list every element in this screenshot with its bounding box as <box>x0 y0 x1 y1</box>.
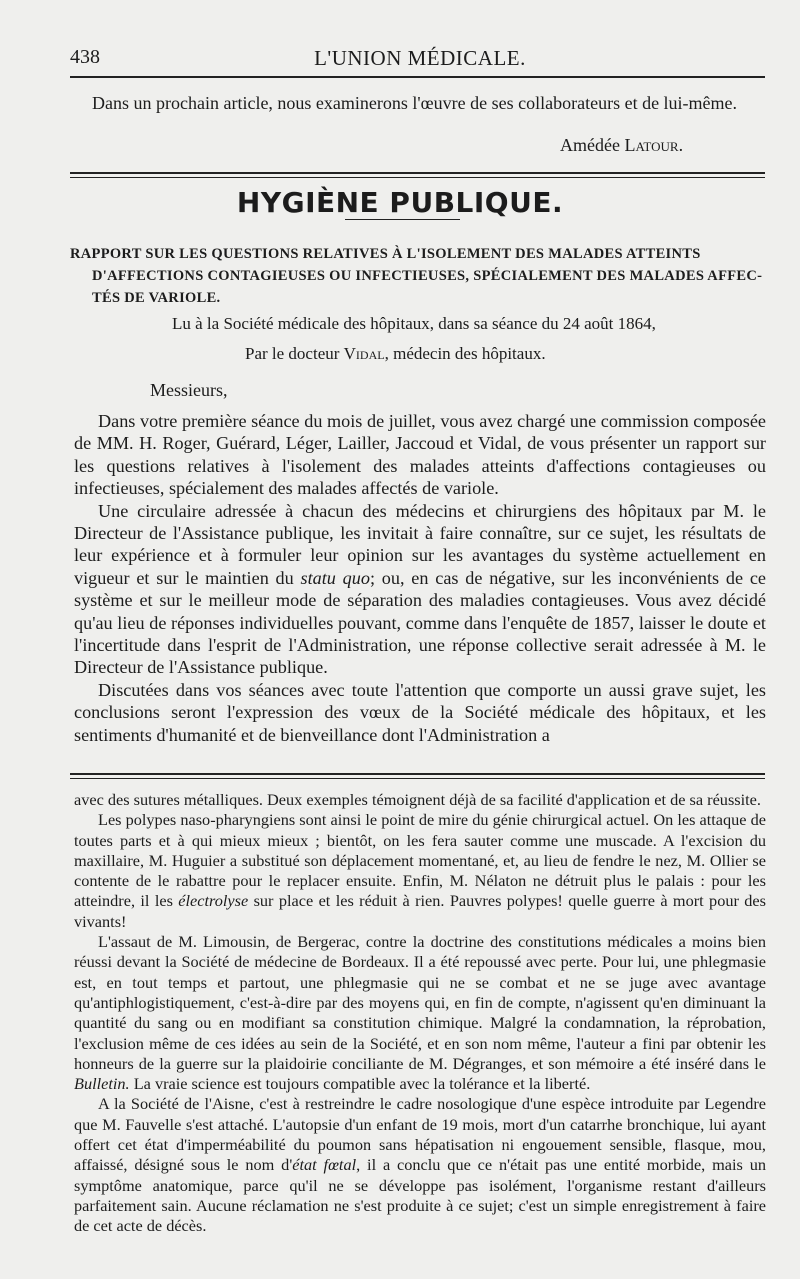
note-paragraph-4-text-a: A la Société de l'Aisne, c'est à restreindre le cadre nosologique d'une espèce introduite par Legendre que M. Fauvelle s'est attaché. L'autopsie d'un enfant de 19 mois, mort d'un catarrhe bronchique, lui ayant offert cet état d'imperméabilité du poumon sans hépatisation ni engouement sensible, flasque, mou, affaissé, désigné sous le nom d' <box>74 1094 766 1175</box>
reading-note: Lu à la Société médicale des hôpitaux, dans sa séance du 24 août 1864, <box>172 314 656 333</box>
section-title-underline <box>345 219 460 220</box>
author-line <box>245 344 546 364</box>
header-rule <box>70 76 765 78</box>
page-number: 438 <box>70 46 100 68</box>
body-paragraph-1: Dans votre première séance du mois de juillet, vous avez chargé une commission composée de MM. H. Roger, Guérard, Léger, Lailler, Jaccoud et Vidal, de vous présenter un rapport sur les questions relatives à l'isolement des malades atteints d'affections contagieuses ou infectieuses, spécialement des malades affectés de variole. <box>74 411 766 499</box>
section-rule-bottom <box>70 177 765 178</box>
body-paragraph-3: Discutées dans vos séances avec toute l'attention que comporte un aussi grave sujet, les conclusions seront l'expression des vœux de la Société médicale des hôpitaux, et les sentiments d'humanité et de bienveillance dont l'Administration a <box>74 679 766 745</box>
feuilleton-rule-top <box>70 773 765 775</box>
note-paragraph-3-text-b: La vraie science est toujours compatible avec la tolérance et la liberté. <box>133 1074 591 1094</box>
section-title: HYGIÈNE PUBLIQUE. <box>236 186 564 219</box>
note-paragraph-2-text-b: sur place et les réduit à rien. Pauvres polypes! quelle guerre à mort pour des vivants! <box>74 891 766 931</box>
body-paragraph-2-italic: statu quo <box>300 567 370 588</box>
note-paragraph-4 <box>74 1094 766 1236</box>
note-paragraph-4-text-b: , il a conclu que ce n'était pas une entité morbide, mais un symptôme anatomique, parce qu'il ne se développe pas isolément, l'organisme restant d'ailleurs parfaitement sain. Aucune réclamation ne s'est produite à ce sujet; c'est un simple enregistrement à faire de cet acte de décès. <box>74 1155 766 1236</box>
report-title-line-3: TÉS DE VARIOLE. <box>92 290 221 306</box>
body-paragraph-2 <box>74 500 766 679</box>
note-paragraph-1: avec des sutures métalliques. Deux exemples témoignent déjà de sa facilité d'application et de sa réussite. <box>74 790 761 809</box>
author-name: Vidal <box>343 344 385 363</box>
note-paragraph-3 <box>74 932 766 1094</box>
report-title-line-2: D'AFFECTIONS CONTAGIEUSES OU INFECTIEUSES, SPÉCIALEMENT DES MALADES AFFEC- <box>92 268 763 284</box>
journal-title: L'UNION MÉDICALE. <box>314 46 526 70</box>
note-paragraph-3-italic: Bulletin. <box>74 1074 130 1094</box>
note-paragraph-4-italic: état fœtal <box>292 1155 357 1175</box>
feuilleton-rule-bottom <box>70 778 765 779</box>
report-body <box>74 410 766 746</box>
note-paragraph-3-text-a: L'assaut de M. Limousin, de Bergerac, contre la doctrine des constitutions médicales a moins bien réussi devant la Société de médecine de Bordeaux. Il a été repoussé avec perte. Pour lui, une phlegmasie est, en tout temps et partout, une phlegmasie qui ne se combat et ne se juge avec avantage qu'antiphlogistiquement, c'est-à-dire par des moyens qui, en fin de compte, n'agissent qu'en diminuant la quantité du sang ou en modifiant sa constitution chimique. Malgré la condamnation, la réprobation, l'exclusion même de ces idées au sein de la Société, et en son nom même, l'auteur a fini par obtenir les honneurs de la guerre sur la plaidoirie conciliante de M. Dégranges, et son mémoire a été inséré dans le <box>74 932 766 1073</box>
signature <box>560 135 683 156</box>
signature-first-name: Amédée <box>560 135 620 155</box>
signature-last-name: Latour. <box>624 135 684 155</box>
body-paragraph-2-text-b: ; ou, en cas de négative, sur les inconvénients de ce système et sur le meilleur mode de séparation des maladies contagieuses. Vous avez décidé qu'au lieu de réponses individuelles pouvant, comme dans l'enquête de 1857, laisser le doute et l'incertitude dans l'esprit de l'Administration, une réponse collective serait adressée à M. le Directeur de l'Assistance publique. <box>74 567 766 678</box>
body-paragraph-2-text-a: Une circulaire adressée à chacun des médecins et chirurgiens des hôpitaux par M. le Directeur de l'Assistance publique, les invitait à faire connaître, sur ce sujet, les résultats de leur expérience et à formuler leur opinion sur les avantages du système actuellement en vigueur et sur le maintien du <box>74 500 766 588</box>
intro-paragraph: Dans un prochain article, nous examinerons l'œuvre de ses collaborateurs et de lui-même. <box>92 93 738 113</box>
note-paragraph-2-text-a: Les polypes naso-pharyngiens sont ainsi le point de mire du génie chirurgical actuel. On les attaque de toutes parts et à qui mieux mieux ; bientôt, on les fera sauter comme une muscade. A l'excision du maxillaire, M. Huguier a substitué son déplacement momentané, et, au lieu de fendre le nez, M. Ollier se contente de le rabattre pour le replacer ensuite. Enfin, M. Nélaton ne détruit plus le palais : pour les atteindre, il les <box>74 810 766 911</box>
author-prefix: Par le docteur <box>245 344 340 363</box>
page-header <box>70 42 770 72</box>
note-paragraph-2-italic: électrolyse <box>178 891 249 911</box>
salutation: Messieurs, <box>150 380 228 400</box>
report-title <box>70 243 765 309</box>
report-title-line-1: RAPPORT SUR LES QUESTIONS RELATIVES À L'ISOLEMENT DES MALADES ATTEINTS <box>70 246 701 262</box>
note-paragraph-2 <box>74 810 766 932</box>
section-rule-top <box>70 172 765 174</box>
feuilleton-column <box>74 790 766 1237</box>
author-suffix: , médecin des hôpitaux. <box>384 344 546 363</box>
